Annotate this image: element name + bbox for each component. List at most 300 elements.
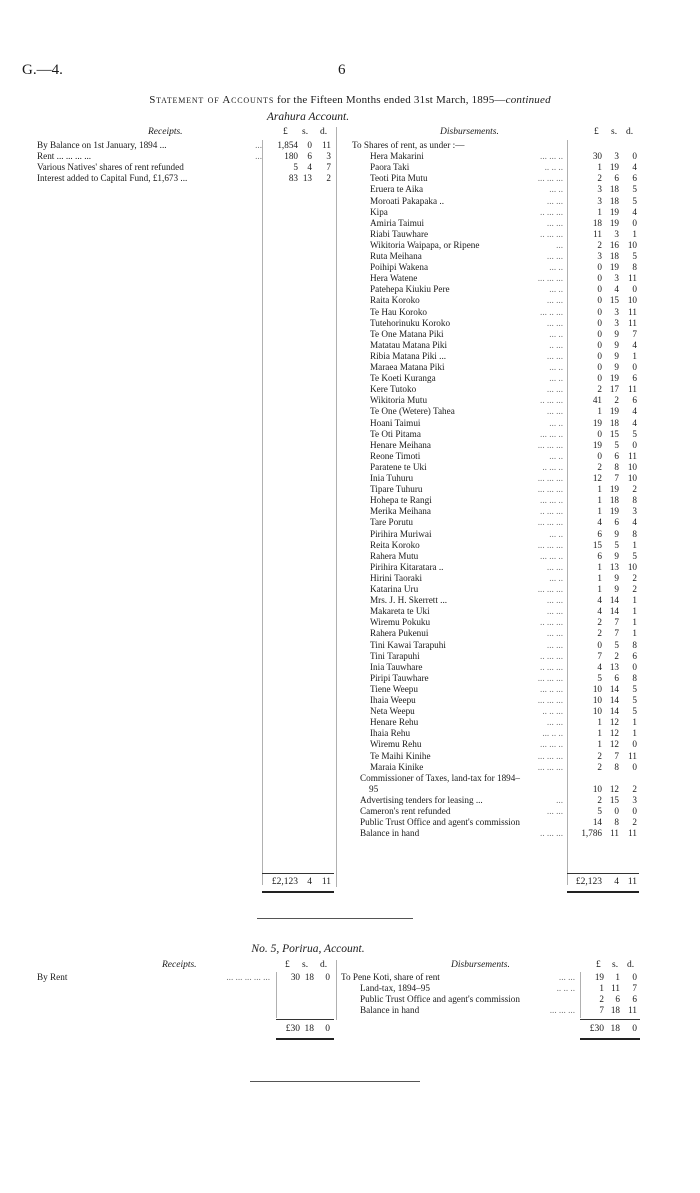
arahura-receipt-row-shillings: 13 — [302, 173, 312, 184]
arahura-disbursement-row-pounds: 1 — [597, 495, 602, 506]
arahura-disbursement-row-pounds: 0 — [597, 428, 602, 439]
arahura-disbursement-row-leader: ... ... ... — [537, 672, 563, 683]
porirua-disb-total-shillings: 18 — [610, 1024, 620, 1034]
arahura-disbursement-row-shillings: 6 — [614, 173, 619, 184]
arahura-disbursement-row-label: Eruera te Aika — [370, 184, 424, 195]
arahura-disbursement-row-shillings: 19 — [609, 506, 619, 517]
porirua-receipts-pounds-header: £ — [285, 960, 290, 970]
porirua-receipts-total-shillings: 18 — [304, 1024, 314, 1034]
arahura-disbursement-row-pounds: 11 — [593, 228, 602, 239]
porirua-center-rule — [336, 960, 337, 1020]
arahura-disbursement-row-shillings: 7 — [614, 617, 619, 628]
arahura-disbursement-row-leader: ... .. — [549, 262, 563, 273]
porirua-disbursement-row-leader: .. .. .. — [556, 983, 575, 994]
arahura-disbursement-row-label: Public Trust Office and agent's commission — [360, 817, 520, 828]
arahura-disbursement-row-pence: 11 — [628, 828, 637, 839]
arahura-disbursement-row-pounds: 6 — [597, 550, 602, 561]
arahura-receipt-row-pence: 3 — [326, 151, 331, 162]
arahura-disbursement-row-shillings: 12 — [609, 717, 619, 728]
arahura-disbursement-row-pounds: 1,786 — [581, 828, 602, 839]
section-separator — [250, 1081, 420, 1082]
statement-title-continued: continued — [505, 94, 551, 106]
porirua-disb-total-double-rule — [580, 1038, 640, 1040]
arahura-disbursement-row-pence: 10 — [627, 239, 637, 250]
arahura-disbursement-row-shillings: 19 — [609, 162, 619, 173]
arahura-disbursement-row-leader: ... ... ... — [537, 173, 563, 184]
porirua-receipt-row-label: By Rent — [37, 972, 68, 982]
section-separator — [257, 918, 413, 919]
arahura-disbursement-row-label: Hera Makarini — [370, 151, 424, 162]
arahura-disbursement-row-leader: ... ... ... — [537, 584, 563, 594]
arahura-disbursement-row-label: Te Maihi Kinihe — [370, 750, 431, 761]
arahura-disbursement-row-shillings: 5 — [614, 639, 619, 650]
arahura-disbursement-row-shillings: 3 — [614, 317, 619, 328]
arahura-disbursement-row-shillings: 11 — [610, 828, 619, 839]
arahura-disbursement-row-pence: 0 — [632, 439, 637, 450]
arahura-disbursement-row-label: Tutehorinuku Koroko — [370, 317, 451, 328]
arahura-disbursement-row-pounds: 4 — [597, 661, 602, 672]
arahura-disbursement-row-leader: .. ... ... — [540, 650, 563, 661]
arahura-receipts-pence-header: d. — [320, 127, 328, 137]
arahura-disbursement-row-pounds: 15 — [592, 539, 602, 550]
arahura-disbursement-row-leader: ... ... ... — [537, 517, 563, 528]
arahura-receipt-row-pence: 2 — [326, 173, 331, 184]
arahura-disbursement-row-pence: 11 — [628, 750, 637, 761]
porirua-receipt-row-pounds: 30 — [290, 972, 300, 982]
arahura-disbursement-row-label: Balance in hand — [360, 828, 420, 839]
arahura-disbursement-row-pounds: 2 — [597, 750, 602, 761]
arahura-disbursement-row-label: Hohepa te Rangi — [370, 495, 432, 506]
arahura-disbursement-row-shillings: 9 — [614, 572, 619, 583]
arahura-receipt-row-label: Various Natives' shares of rent refunded — [37, 162, 184, 173]
arahura-disbursement-row-pounds: 2 — [597, 239, 602, 250]
arahura-disbursement-row-leader: ... .. — [549, 450, 563, 461]
arahura-disbursement-row-label: Pirihira Muriwai — [370, 528, 432, 539]
arahura-disbursement-row-shillings: 18 — [609, 195, 619, 206]
arahura-disbursement-row-label: Patehepa Kiukiu Pere — [370, 284, 450, 295]
arahura-disbursement-row-pence: 2 — [632, 817, 637, 828]
arahura-disbursement-row-pounds: 3 — [597, 195, 602, 206]
arahura-disbursement-row-shillings: 14 — [609, 706, 619, 717]
arahura-disbursement-row-shillings: 13 — [609, 561, 619, 572]
arahura-disbursement-row-pounds: 0 — [597, 328, 602, 339]
porirua-disbursement-row-shillings: 18 — [610, 1005, 620, 1016]
porirua-disb-total-rule — [580, 1019, 640, 1020]
arahura-disbursement-row-pounds: 1 — [597, 561, 602, 572]
arahura-disbursement-row-shillings: 14 — [609, 683, 619, 694]
porirua-disbursement-row-shillings: 1 — [615, 972, 620, 982]
arahura-disbursement-row-leader: ... ... ... — [537, 695, 563, 705]
porirua-disbursement-row-leader: ... ... — [558, 972, 575, 982]
arahura-disbursement-row-pence: 8 — [632, 495, 637, 506]
arahura-disbursement-row-leader: ... — [556, 239, 563, 250]
arahura-disbursement-row-shillings: 0 — [614, 806, 619, 816]
porirua-disbursement-row-pounds: 19 — [594, 972, 604, 982]
arahura-disbursement-row-leader: ... ... — [546, 606, 563, 617]
arahura-disbursement-row-leader: ... ... — [546, 350, 563, 361]
arahura-disbursement-row-leader: ... ... ... — [537, 473, 563, 483]
arahura-disbursement-row-pounds: 2 — [597, 384, 602, 395]
porirua-disbursement-row-label: Land-tax, 1894–95 — [360, 983, 430, 994]
arahura-disbursement-row-leader: .. .. ... — [542, 706, 563, 717]
arahura-disbursement-row-pence: 4 — [632, 206, 637, 217]
arahura-disbursement-row-pence: 1 — [632, 539, 637, 550]
arahura-disbursement-row-label: Neta Weepu — [370, 706, 415, 717]
arahura-disbursement-row-pence: 8 — [632, 528, 637, 539]
page-number: 6 — [338, 62, 346, 78]
arahura-disbursement-row-shillings: 18 — [609, 495, 619, 506]
arahura-disb-pounds-header: £ — [594, 127, 599, 137]
arahura-disbursement-row-label: Ihaia Rehu — [370, 728, 411, 739]
arahura-disbursement-row-shillings: 19 — [609, 217, 619, 228]
porirua-receipt-row-shillings: 18 — [304, 972, 314, 982]
arahura-disbursement-row-shillings: 6 — [614, 450, 619, 461]
arahura-receipt-row-shillings: 6 — [307, 151, 312, 162]
arahura-disbursement-row-leader: ... .. — [549, 284, 563, 295]
porirua-disb-pounds-header: £ — [596, 960, 601, 970]
arahura-disbursement-row-pence: 1 — [632, 628, 637, 639]
arahura-disbursement-row-label: Rahera Mutu — [370, 550, 419, 561]
arahura-disbursement-row-shillings: 17 — [609, 384, 619, 395]
arahura-disbursement-row-pounds: 2 — [597, 628, 602, 639]
arahura-disbursement-row-pence: 4 — [632, 339, 637, 350]
arahura-disbursement-row-pence: 3 — [632, 794, 637, 805]
arahura-disbursement-row-shillings: 8 — [614, 461, 619, 472]
arahura-disbursement-row-leader: ... ... — [546, 561, 563, 572]
arahura-disbursement-row-pounds: 19 — [592, 417, 602, 428]
arahura-disbursement-row-label: Te Hau Koroko — [370, 306, 428, 317]
arahura-disbursement-row-shillings: 15 — [609, 428, 619, 439]
arahura-disbursement-row-leader: ... ... ... — [537, 439, 563, 450]
arahura-receipts-shillings-header: s. — [302, 127, 309, 137]
arahura-disbursement-row-label: Reone Timoti — [370, 450, 421, 461]
arahura-disbursement-row-pence: 2 — [632, 783, 637, 794]
arahura-disbursement-row-shillings: 9 — [614, 550, 619, 561]
arahura-disbursement-row-leader: ... ... .. — [540, 428, 563, 439]
arahura-receipts-pounds-header: £ — [283, 127, 288, 137]
arahura-disbursement-row-leader: ... ... — [546, 384, 563, 395]
arahura-disbursement-row-pence: 2 — [632, 584, 637, 594]
arahura-disbursement-row-label: Poihipi Wakena — [370, 262, 429, 273]
arahura-disbursement-row-pounds: 10 — [592, 695, 602, 705]
arahura-disbursement-row-label: Maraia Kinike — [370, 761, 424, 772]
arahura-disbursement-row-label: Ruta Meihana — [370, 251, 422, 261]
arahura-receipt-row-pence: 11 — [322, 140, 331, 150]
arahura-disbursement-row-leader: .. ... ... — [540, 228, 563, 239]
arahura-disbursement-row-label: Hoani Taimui — [370, 417, 421, 428]
arahura-disbursement-row-pounds: 1 — [597, 506, 602, 517]
arahura-disb-total-pounds: £2,123 — [575, 877, 602, 887]
arahura-disbursement-row-pounds: 18 — [592, 217, 602, 228]
arahura-disbursement-row-pence: 5 — [632, 195, 637, 206]
arahura-disbursement-row-leader: .. ... — [549, 339, 563, 350]
arahura-disbursement-row-shillings: 19 — [609, 262, 619, 273]
arahura-disbursement-row-leader: ... .. ... — [540, 683, 563, 694]
arahura-disbursement-row-leader: ... .. — [549, 362, 563, 372]
arahura-disbursement-row-leader: ... ... .. — [540, 550, 563, 561]
porirua-disbursement-row-leader: ... ... ... — [549, 1005, 575, 1016]
porirua-disbursement-row-label: To Pene Koti, share of rent — [341, 972, 440, 982]
arahura-receipt-row-pounds: 1,854 — [277, 140, 298, 150]
porirua-disbursement-row-shillings: 11 — [611, 983, 620, 994]
porirua-disbursement-row-label: Public Trust Office and agent's commission — [360, 994, 520, 1005]
arahura-disbursement-row-label: Wiremu Pokuku — [370, 617, 431, 628]
arahura-disbursement-row-pence: 5 — [632, 550, 637, 561]
arahura-disbursement-row-label: Matatau Matana Piki — [370, 339, 448, 350]
arahura-disbursement-row-pence: 10 — [627, 473, 637, 483]
arahura-receipt-row-leader: ... — [255, 151, 262, 162]
arahura-disbursement-row-pence: 0 — [632, 739, 637, 750]
arahura-disbursement-row-leader: .. ... ... — [540, 506, 563, 517]
arahura-disbursement-row-leader: ... ... .. — [540, 495, 563, 506]
arahura-disbursement-row-pounds: 10 — [592, 783, 602, 794]
porirua-disbursement-row-pounds: 1 — [599, 983, 604, 994]
porirua-receipts-heading: Receipts. — [162, 960, 197, 970]
arahura-disbursement-row-pounds: 1 — [597, 584, 602, 594]
arahura-disbursement-row-pounds: 2 — [597, 794, 602, 805]
arahura-disbursement-row-pounds: 1 — [597, 162, 602, 173]
arahura-disbursement-row-pounds: 2 — [597, 173, 602, 184]
arahura-disbursement-row-pounds: 0 — [597, 373, 602, 384]
arahura-disbursement-row-pence: 4 — [632, 517, 637, 528]
arahura-disbursement-row-leader: ... ... — [546, 195, 563, 206]
arahura-disbursement-row-pence: 0 — [632, 806, 637, 816]
arahura-disbursement-row-pounds: 3 — [597, 251, 602, 261]
porirua-disbursement-row-pounds: 2 — [599, 994, 604, 1005]
arahura-disbursement-row-label: Pirihira Kitaratara .. — [370, 561, 444, 572]
arahura-disbursement-row-shillings: 19 — [609, 206, 619, 217]
arahura-disbursement-row-pence: 1 — [632, 717, 637, 728]
porirua-disbursement-row-pence: 0 — [632, 972, 637, 982]
arahura-disbursement-row-label: Reita Koroko — [370, 539, 420, 550]
arahura-disbursement-row-label: Wikitoria Waipapa, or Ripene — [370, 239, 480, 250]
arahura-disbursement-row-pence: 5 — [632, 251, 637, 261]
arahura-disbursement-row-shillings: 18 — [609, 184, 619, 195]
arahura-disbursement-row-label: Tini Tarapuhi — [370, 650, 420, 661]
arahura-disbursement-row-leader: ... ... ... — [537, 273, 563, 284]
arahura-disbursement-row-pounds: 0 — [597, 339, 602, 350]
arahura-disbursement-row-pounds: 1 — [597, 206, 602, 217]
arahura-disbursement-row-label: Moroati Pakapaka .. — [370, 195, 444, 206]
arahura-disbursement-row-leader: ... .. — [549, 328, 563, 339]
arahura-disbursement-row-pounds: 0 — [597, 306, 602, 317]
porirua-receipts-shillings-header: s. — [302, 960, 309, 970]
arahura-disbursement-row-label: Inia Tuhuru — [370, 473, 414, 483]
arahura-disbursement-row-label: Henare Meihana — [370, 439, 431, 450]
arahura-disbursement-row-shillings: 9 — [614, 584, 619, 594]
arahura-disbursement-row-label: Raita Koroko — [370, 295, 420, 306]
arahura-disbursement-row-pounds: 2 — [597, 761, 602, 772]
arahura-disbursement-row-pounds: 0 — [597, 295, 602, 306]
porirua-disbursement-row-pounds: 7 — [599, 1005, 604, 1016]
statement-title-middle: for the Fifteen Months ended 31st March, 1895— — [274, 94, 506, 106]
arahura-disbursement-row-leader: ... ... .. — [540, 151, 563, 162]
arahura-disbursement-row-pounds: 4 — [597, 595, 602, 606]
arahura-disbursement-row-label: Advertising tenders for leasing ... — [360, 794, 483, 805]
porirua-disb-total-pence: 0 — [632, 1024, 637, 1034]
arahura-disbursement-row-pence: 11 — [628, 273, 637, 284]
arahura-disbursement-row-pounds: 5 — [597, 672, 602, 683]
arahura-disbursement-row-pence: 4 — [632, 417, 637, 428]
arahura-disbursement-row-shillings: 12 — [609, 728, 619, 739]
arahura-disbursement-row-shillings: 18 — [609, 417, 619, 428]
arahura-disbursement-row-pence: 1 — [632, 606, 637, 617]
arahura-disbursement-row-pounds: 7 — [597, 650, 602, 661]
arahura-disbursement-row-leader: .. ... ... — [540, 206, 563, 217]
arahura-disbursement-row-label: Tipare Tuhuru — [370, 484, 423, 495]
arahura-receipt-row-label: Rent ... ... ... ... — [37, 151, 92, 162]
porirua-disb-total-pounds: £30 — [589, 1024, 604, 1034]
arahura-disbursement-row-pounds: 0 — [597, 273, 602, 284]
arahura-disbursement-row-shillings: 12 — [609, 783, 619, 794]
arahura-disbursement-row-leader: ... ... — [546, 217, 563, 228]
arahura-disbursement-row-label: Amiria Taimui — [370, 217, 425, 228]
arahura-disbursement-row-leader: ... .. — [549, 528, 563, 539]
arahura-disbursement-row-label: Piripi Tauwhare — [370, 672, 429, 683]
arahura-disbursement-row-leader: ... ... ... — [537, 539, 563, 550]
arahura-disbursement-row-pounds: 4 — [597, 606, 602, 617]
porirua-receipts-pence-header: d. — [320, 960, 328, 970]
arahura-disbursement-row-leader: ... ... — [546, 717, 563, 728]
arahura-disbursement-row-pence: 11 — [628, 317, 637, 328]
arahura-receipt-row-pounds: 83 — [288, 173, 298, 184]
porirua-disbursement-row-shillings: 6 — [615, 994, 620, 1005]
arahura-disbursement-row-shillings: 9 — [614, 362, 619, 372]
arahura-disbursement-row-pence: 0 — [632, 284, 637, 295]
arahura-receipts-heading: Receipts. — [148, 127, 183, 137]
arahura-disbursement-row-label: Inia Tauwhare — [370, 661, 423, 672]
arahura-disbursement-row-label: Kere Tutoko — [370, 384, 417, 395]
porirua-disbursements-heading: Disbursements. — [451, 960, 510, 970]
arahura-disbursement-row-label: Mrs. J. H. Skerrett ... — [370, 595, 448, 606]
arahura-disbursement-row-shillings: 2 — [614, 650, 619, 661]
arahura-disbursement-row-shillings: 18 — [609, 251, 619, 261]
arahura-disbursement-row-leader: ... .. — [549, 572, 563, 583]
arahura-disbursement-row-pence: 1 — [632, 595, 637, 606]
arahura-disbursement-row-pence: 11 — [628, 306, 637, 317]
arahura-disbursement-row-pence: 5 — [632, 706, 637, 717]
arahura-disbursement-row-pence: 2 — [632, 484, 637, 495]
arahura-disbursement-row-label: Cameron's rent refunded — [360, 806, 451, 816]
arahura-disbursement-row-pounds: 41 — [592, 395, 602, 406]
arahura-disbursement-row-shillings: 9 — [614, 328, 619, 339]
arahura-disbursement-row-pounds: 1 — [597, 728, 602, 739]
arahura-disbursements-heading: Disbursements. — [440, 127, 499, 137]
arahura-disbursement-row-shillings: 4 — [614, 284, 619, 295]
arahura-disbursement-row-label: Te Koeti Kuranga — [370, 373, 436, 384]
arahura-disbursement-row-pence: 5 — [632, 184, 637, 195]
arahura-disbursement-row-shillings: 14 — [609, 595, 619, 606]
arahura-disbursement-row-pence: 1 — [632, 228, 637, 239]
arahura-receipts-total-rule — [262, 873, 334, 874]
arahura-disbursement-row-label: Merika Meihana — [370, 506, 431, 517]
arahura-disbursement-row-label: Makareta te Uki — [370, 606, 430, 617]
arahura-disb-total-pence: 11 — [627, 877, 637, 887]
arahura-disbursement-row-pounds: 2 — [597, 461, 602, 472]
arahura-disbursement-row-leader: ... ... — [546, 317, 563, 328]
arahura-receipts-total-pence: 11 — [321, 877, 331, 887]
arahura-disbursement-row-pounds: 0 — [597, 450, 602, 461]
arahura-disbursement-row-shillings: 3 — [614, 151, 619, 162]
arahura-disb-intro: To Shares of rent, as under :— — [352, 140, 465, 150]
arahura-disbursement-row-leader: ... ... ... — [537, 750, 563, 761]
arahura-disbursement-row-shillings: 19 — [609, 373, 619, 384]
arahura-disbursement-row-leader: ... ... — [546, 295, 563, 306]
arahura-disbursement-row-shillings: 6 — [614, 672, 619, 683]
arahura-disbursement-row-label: Commissioner of Taxes, land-tax for 1894– — [360, 772, 520, 783]
arahura-disbursement-row-pence: 3 — [632, 506, 637, 517]
arahura-disbursement-row-pence: 0 — [632, 661, 637, 672]
arahura-disb-pence-header: d. — [626, 127, 634, 137]
arahura-disbursement-row-pounds: 14 — [592, 817, 602, 828]
arahura-disbursement-row-pounds: 10 — [592, 683, 602, 694]
arahura-disbursement-row-pence: 5 — [632, 695, 637, 705]
porirua-receipt-row-pence: 0 — [325, 972, 330, 982]
arahura-disbursement-row-leader: .. ... ... — [540, 661, 563, 672]
arahura-center-rule — [336, 127, 337, 887]
arahura-disbursement-row-pounds: 0 — [597, 262, 602, 273]
arahura-disbursement-row-leader: ... ... — [546, 251, 563, 261]
arahura-receipt-row-shillings: 0 — [307, 140, 312, 150]
arahura-disbursement-row-shillings: 3 — [614, 273, 619, 284]
arahura-disb-total-rule — [567, 873, 639, 874]
arahura-disbursement-row-label: Wiremu Rehu — [370, 739, 422, 750]
arahura-disbursement-row-leader: ... ... — [546, 595, 563, 606]
arahura-disbursement-row-shillings: 14 — [609, 695, 619, 705]
arahura-disbursement-row-pounds: 5 — [597, 806, 602, 816]
arahura-disb-shillings-header: s. — [611, 127, 618, 137]
arahura-disbursement-row-leader: .. ... ... — [540, 395, 563, 406]
arahura-disbursement-row-leader: ... ... ... — [537, 484, 563, 495]
arahura-disbursement-row-label: Maraea Matana Piki — [370, 362, 445, 372]
arahura-receipts-total-double-rule — [262, 891, 334, 893]
arahura-disbursement-row-pounds: 3 — [597, 184, 602, 195]
arahura-disbursement-row-label: Tare Porutu — [370, 517, 413, 528]
arahura-disbursement-row-label: Rahera Pukenui — [370, 628, 429, 639]
arahura-disbursement-row-leader: ... .. ... — [540, 306, 563, 317]
arahura-disbursement-row-shillings: 3 — [614, 228, 619, 239]
arahura-disbursement-row-pence: 10 — [627, 561, 637, 572]
arahura-disbursement-row-pence: 6 — [632, 650, 637, 661]
arahura-disbursement-row-shillings: 19 — [609, 406, 619, 417]
arahura-disbursement-row-shillings: 3 — [614, 306, 619, 317]
porirua-receipts-total-pence: 0 — [325, 1024, 330, 1034]
arahura-disbursement-row-pounds: 1 — [597, 717, 602, 728]
arahura-disbursement-row-leader: ... — [556, 794, 563, 805]
arahura-disbursement-row-shillings: 5 — [614, 539, 619, 550]
arahura-disbursement-row-leader: ... ... — [546, 639, 563, 650]
arahura-disbursement-row-pounds: 0 — [597, 284, 602, 295]
arahura-disbursement-row-pounds: 10 — [592, 706, 602, 717]
arahura-disbursement-row-pounds: 0 — [597, 362, 602, 372]
porirua-disb-shillings-header: s. — [612, 960, 619, 970]
arahura-disbursement-row-pence: 8 — [632, 639, 637, 650]
arahura-disbursement-row-label-continuation: 95 — [369, 783, 379, 794]
arahura-disbursement-row-shillings: 6 — [614, 517, 619, 528]
arahura-disbursement-row-shillings: 8 — [614, 761, 619, 772]
arahura-disbursement-row-pence: 1 — [632, 728, 637, 739]
porirua-disbursement-row-pence: 6 — [632, 994, 637, 1005]
arahura-disbursement-row-label: Henare Rehu — [370, 717, 419, 728]
arahura-receipts-total-pounds: £2,123 — [271, 877, 298, 887]
arahura-receipt-row-shillings: 4 — [307, 162, 312, 173]
arahura-disbursement-row-pounds: 30 — [592, 151, 602, 162]
arahura-disbursement-row-pence: 6 — [632, 395, 637, 406]
arahura-disbursement-row-shillings: 8 — [614, 817, 619, 828]
arahura-disbursement-row-label: Tiene Weepu — [370, 683, 418, 694]
arahura-disbursement-row-pounds: 1 — [597, 484, 602, 495]
arahura-receipt-row-pounds: 180 — [284, 151, 298, 162]
